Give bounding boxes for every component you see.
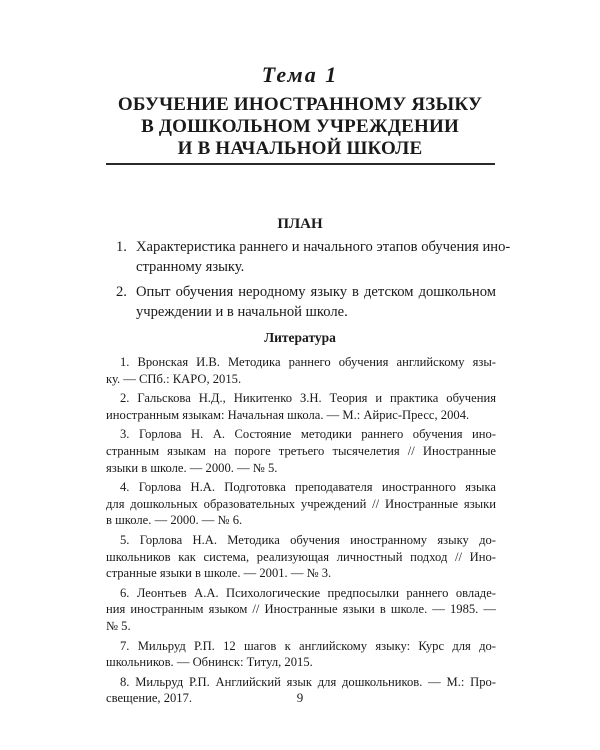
reference-line: 8. Мильруд Р.П. Английский язык для дошкольников. — М.: Про- xyxy=(120,674,496,689)
plan-heading: ПЛАН xyxy=(277,216,323,232)
plan-item-line: Опыт обучения неродному языку в детском дошкольном xyxy=(136,284,496,300)
reference-entry xyxy=(106,479,496,529)
reference-line: языки в школе. — 2000. — № 5. xyxy=(106,460,278,475)
reference-line: школьников. — Обнинск: Титул, 2015. xyxy=(106,655,313,670)
reference-line: 3. Горлова Н. А. Состояние методики раннего обучения ино- xyxy=(120,427,496,442)
reference-line: 4. Горлова Н.А. Подготовка преподавателя иностранного языка xyxy=(120,480,496,495)
reference-line: 5. Горлова Н.А. Методика обучения иностранному языку до- xyxy=(120,532,496,547)
reference-line: ку. — СПб.: КАРО, 2015. xyxy=(106,371,242,386)
literature-heading: Литература xyxy=(264,330,336,345)
plan-item-number: 1. xyxy=(116,239,127,255)
plan-item-number: 2. xyxy=(116,284,127,300)
reference-entry xyxy=(106,638,496,671)
title-divider xyxy=(106,163,495,165)
reference-line: иностранным языкам: Начальная школа. — М.: Айрис-Пресс, 2004. xyxy=(106,407,470,422)
reference-line: № 5. xyxy=(106,618,131,633)
reference-line: в школе. — 2000. — № 6. xyxy=(106,513,243,528)
reference-entry xyxy=(106,585,496,635)
page-number: 9 xyxy=(296,690,304,705)
reference-line: 2. Гальскова Н.Д., Никитенко З.Н. Теория и практика обучения xyxy=(120,391,496,406)
chapter-title xyxy=(100,94,500,160)
literature-list xyxy=(106,354,496,710)
plan-item-line: Характеристика раннего и начального этапов обучения ино- xyxy=(136,239,511,255)
chapter-title-line: ОБУЧЕНИЕ ИНОСТРАННОМУ ЯЗЫКУ xyxy=(117,94,483,115)
plan-item xyxy=(106,283,496,322)
reference-line: для дошкольных образовательных учреждений // Иностранные языки xyxy=(106,496,496,511)
reference-entry xyxy=(106,354,496,387)
reference-line: 7. Мильруд Р.П. 12 шагов к английскому языку: Курс для до- xyxy=(120,638,496,653)
plan-list xyxy=(106,238,511,328)
reference-line: свещение, 2017. xyxy=(106,691,193,706)
reference-entry xyxy=(106,426,496,476)
plan-item-line: учреждении и в начальной школе. xyxy=(136,303,348,320)
reference-entry xyxy=(106,390,496,423)
chapter-title-line: И В НАЧАЛЬНОЙ ШКОЛЕ xyxy=(177,138,423,159)
reference-line: 1. Вронская И.В. Методика раннего обучения английскому язы- xyxy=(120,355,496,369)
plan-item-line: странному языку. xyxy=(136,258,245,275)
chapter-title-line: В ДОШКОЛЬНОМ УЧРЕЖДЕНИИ xyxy=(141,116,459,137)
reference-entry xyxy=(106,532,496,582)
reference-line: ния иностранным языком // Иностранные языки в школе. — 1985. — xyxy=(106,602,496,617)
reference-line: странным языкам на пороге третьего тысячелетия // Иностранные xyxy=(106,443,496,458)
reference-line: школьников как система, реализующая личностный подход // Ино- xyxy=(106,549,496,564)
plan-item xyxy=(106,238,511,277)
reference-line: 6. Леонтьев А.А. Психологические предпосылки раннего овладе- xyxy=(120,585,496,600)
topic-label: Тема 1 xyxy=(261,62,339,87)
reference-line: странные языки в школе. — 2001. — № 3. xyxy=(106,566,332,581)
